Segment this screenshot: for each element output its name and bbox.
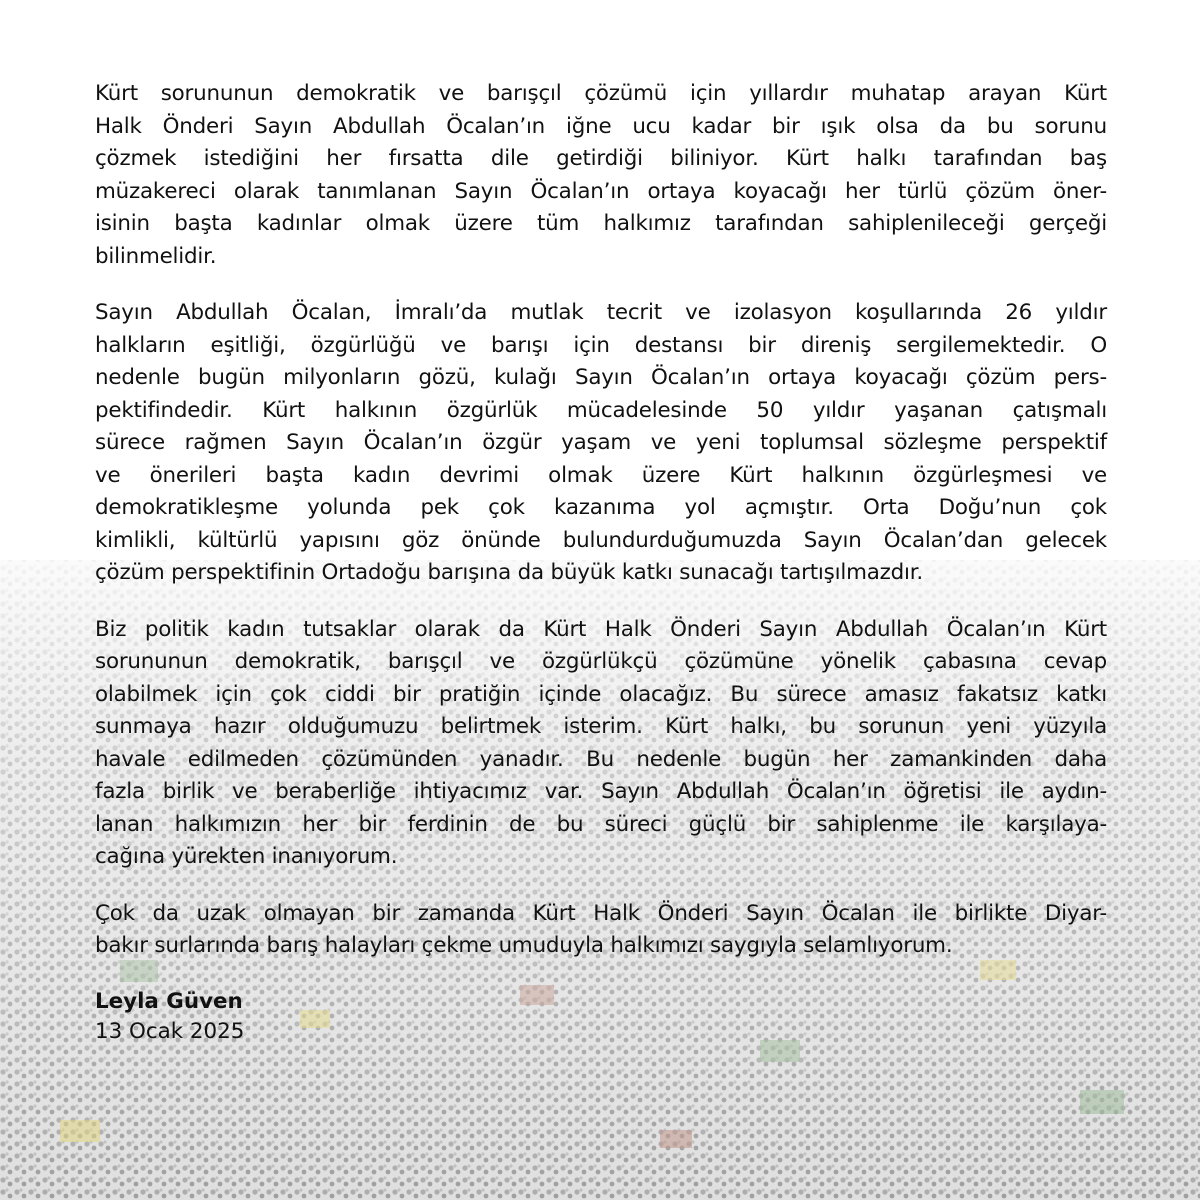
- text-line: kimlikli, kültürlü yapısını göz önünde bulundurduğumuzda Sayın Öcalan’dan gelecek: [95, 527, 1107, 553]
- text-line: halkların eşitliği, özgürlüğü ve barışı için destansı bir direniş sergilemektedir. O: [95, 332, 1107, 358]
- text-line: sunmaya hazır olduğumuzu belirtmek isterim. Kürt halkı, bu sorunun yeni yüzyıla: [95, 714, 1107, 739]
- letter-body: [95, 78, 1107, 1047]
- text-line: nedenle bugün milyonların gözü, kulağı Sayın Öcalan’ın ortaya koyacağı çözüm pers-: [95, 365, 1107, 390]
- text-line: bilinmelidir.: [95, 243, 217, 269]
- paragraph-3: [95, 614, 1107, 874]
- text-line: ve önerileri başta kadın devrimi olmak üzere Kürt halkının özgürleşmesi ve: [95, 462, 1107, 488]
- text-line: havale edilmeden çözümünden yanadır. Bu nedenle bugün her zamankinden daha: [95, 746, 1107, 772]
- text-line: olabilmek için çok ciddi bir pratiğin içinde olacağız. Bu sürece amasız fakatsız katkı: [95, 681, 1107, 707]
- text-line: cağına yürekten inanıyorum.: [95, 844, 398, 869]
- signature-block: [95, 987, 1107, 1047]
- text-line: Çok da uzak olmayan bir zamanda Kürt Halk Önderi Sayın Öcalan ile birlikte Diyar-: [95, 900, 1107, 926]
- text-line: Biz politik kadın tutsaklar olarak da Kürt Halk Önderi Sayın Abdullah Öcalan’ın Kürt: [95, 616, 1107, 642]
- text-line: müzakereci olarak tanımlanan Sayın Öcalan’ın ortaya koyacağı her türlü çözüm öner-: [95, 178, 1107, 204]
- text-line: sürece rağmen Sayın Öcalan’ın özgür yaşam ve yeni toplumsal sözleşme perspektif: [95, 430, 1107, 455]
- text-line: çözmek istediğini her fırsatta dile getirdiği biliniyor. Kürt halkı tarafından baş: [95, 146, 1107, 171]
- signature-date: 13 Ocak 2025: [95, 1018, 245, 1044]
- text-line: çözüm perspektifinin Ortadoğu barışına da büyük katkı sunacağı tartışılmazdır.: [95, 560, 924, 585]
- text-line: lanan halkımızın her bir ferdinin de bu süreci güçlü bir sahiplenme ile karşılaya-: [95, 811, 1107, 837]
- paragraph-1: [95, 78, 1107, 273]
- paragraph-4: [95, 898, 1107, 963]
- text-line: bakır surlarında barış halayları çekme umuduyla halkımızı saygıyla selamlıyorum.: [95, 933, 953, 958]
- text-line: Kürt sorununun demokratik ve barışçıl çözümü için yıllardır muhatap arayan Kürt: [95, 81, 1107, 106]
- signature-name: Leyla Güven: [95, 988, 243, 1014]
- text-line: Sayın Abdullah Öcalan, İmralı’da mutlak tecrit ve izolasyon koşullarında 26 yıldır: [95, 300, 1107, 325]
- text-line: pektifindedir. Kürt halkının özgürlük mücadelesinde 50 yıldır yaşanan çatışmalı: [95, 397, 1107, 423]
- text-line: fazla birlik ve beraberliğe ihtiyacımız var. Sayın Abdullah Öcalan’ın öğretisi ile aydın-: [95, 779, 1107, 804]
- text-line: Halk Önderi Sayın Abdullah Öcalan’ın iğne ucu kadar bir ışık olsa da bu sorunu: [95, 113, 1107, 139]
- paragraph-2: [95, 297, 1107, 590]
- text-line: isinin başta kadınlar olmak üzere tüm halkımız tarafından sahiplenileceği gerçeği: [95, 211, 1107, 236]
- text-line: sorununun demokratik, barışçıl ve özgürlükçü çözümüne yönelik çabasına cevap: [95, 649, 1107, 674]
- text-line: demokratikleşme yolunda pek çok kazanıma yol açmıştır. Orta Doğu’nun çok: [95, 495, 1107, 520]
